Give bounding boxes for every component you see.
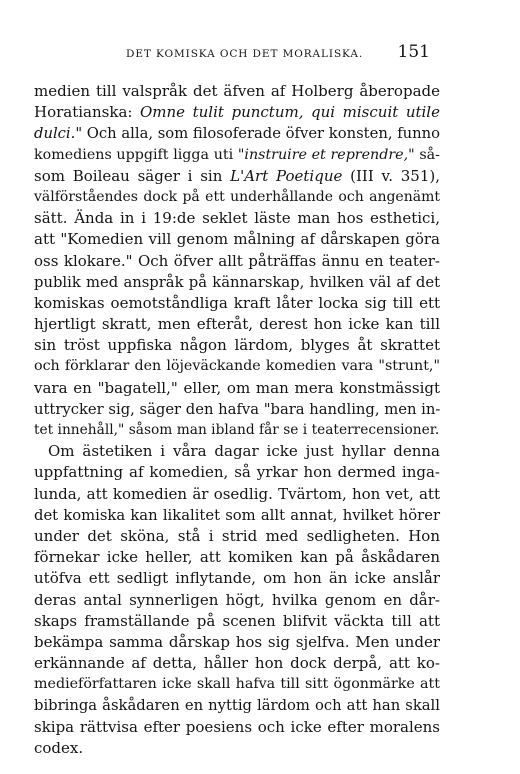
text-line: deras antal synnerligen högt, hvilka genom en dår- bbox=[34, 590, 440, 609]
text-line: skaps framställande på scenen blifvit väckta till att bbox=[34, 611, 440, 630]
text-line: publik med anspråk på kännarskap, hvilken väl af det bbox=[34, 273, 440, 291]
paragraph-1 bbox=[34, 81, 440, 441]
running-head bbox=[82, 42, 430, 64]
text-line: förnekar icke heller, att komiken kan på åskådaren bbox=[34, 548, 440, 567]
text-line: Horatianska: Omne tulit punctum, qui miscuit utile bbox=[34, 103, 440, 122]
text-line: erkännande af detta, håller hon dock derpå, att ko- bbox=[34, 654, 440, 673]
text-line: dulci." Och alla, som filosoferade öfver konsten, funno bbox=[34, 125, 441, 143]
text-line: Om ästetiken i våra dagar icke just hyllar denna bbox=[48, 442, 440, 461]
text-line: vara en "bagatell," eller, om man mera konstmässigt bbox=[34, 378, 440, 397]
text-line: uppfattning af komedien, så yrkar hon dermed inga- bbox=[34, 463, 440, 482]
text-line: sin tröst uppfiska någon lärdom, blyges åt skrattet bbox=[34, 336, 440, 355]
text-line: medieförfattaren icke skall hafva till sitt ögonmärke att bbox=[34, 676, 440, 693]
text-line: skipa rättvisa efter poesiens och icke efter moralens bbox=[34, 717, 440, 736]
body-text bbox=[34, 81, 440, 759]
text-line: bekämpa samma dårskap hos sig sjelfva. Men under bbox=[34, 632, 440, 651]
paragraph-2 bbox=[34, 441, 440, 759]
text-line: som Boileau säger i sin L'Art Poetique (III v. 351), bbox=[34, 166, 440, 185]
text-line: hjertligt skratt, men efteråt, derest hon icke kan till bbox=[34, 315, 440, 334]
text-line: det komiska kan likalitet som allt annat, hvilket hörer bbox=[34, 506, 440, 524]
text-line: sätt. Ända in i 19:de seklet läste man hos esthetici, bbox=[34, 209, 440, 228]
text-line: tet innehåll," såsom man ibland får se i teaterrecensioner. bbox=[34, 422, 440, 438]
text-line: utöfva ett sedligt inflytande, om hon än icke anslår bbox=[34, 569, 440, 588]
text-line: uttrycker sig, säger den hafva "bara handling, men in- bbox=[34, 400, 441, 418]
text-line: komediens uppgift ligga uti "instruire et reprendre," så- bbox=[34, 146, 440, 163]
text-line: under det sköna, stå i strid med sedligheten. Hon bbox=[34, 526, 440, 545]
running-title: DET KOMISKA OCH DET MORALISKA. bbox=[126, 48, 364, 60]
text-line: komiskas oemotståndliga kraft låter locka sig till ett bbox=[34, 293, 440, 312]
text-line: lunda, att komedien är osedlig. Tvärtom, hon vet, att bbox=[34, 484, 440, 503]
page-number: 151 bbox=[397, 42, 430, 62]
text-line: medien till valspråk det äfven af Holberg åberopade bbox=[34, 82, 440, 100]
text-line: att "Komedien vill genom målning af dårskapen göra bbox=[34, 230, 440, 249]
text-line: oss klokare." Och öfver allt påträffas ännu en teater- bbox=[34, 251, 440, 270]
text-line: och förklarar den löjeväckande komedien vara "strunt," bbox=[34, 358, 440, 375]
text-line: codex. bbox=[34, 738, 84, 757]
text-line: välförståendes dock på ett underhållande och angenämt bbox=[34, 188, 440, 205]
text-line: bibringa åskådaren en nyttig lärdom och att han skall bbox=[34, 697, 440, 715]
